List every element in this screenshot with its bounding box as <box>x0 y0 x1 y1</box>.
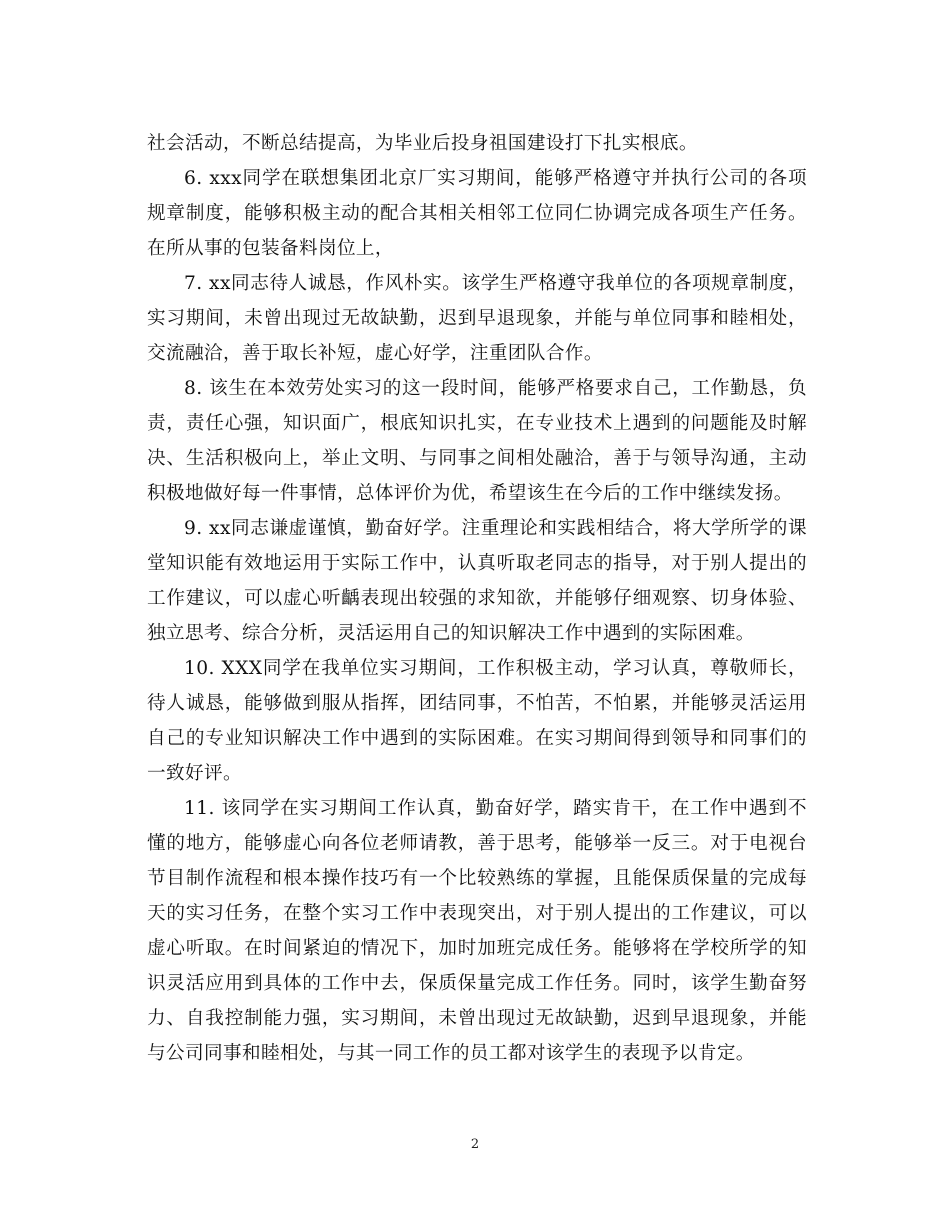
paragraph-9: 9. xx同志谦虚谨慎，勤奋好学。注重理论和实践相结合，将大学所学的课堂知识能有效地运用于实际工作中，认真听取老同志的指导，对于别人提出的工作建议，可以虚心听齲表现出较强的求知欲，并能够仔细观察、切身体验、独立思考、综合分析，灵活运用自己的知识解决工作中遇到的实际困难。 <box>147 518 807 644</box>
paragraph-continued: 社会活动，不断总结提高，为毕业后投身祖国建设打下扎实根底。 <box>147 133 698 154</box>
paragraph-8: 8. 该生在本效劳处实习的这一段时间，能够严格要求自己，工作勤恳，负责，责任心强，知识面广，根底知识扎实，在专业技术上遇到的问题能及时解决、生活积极向上，举止文明、与同事之间相处融洽，善于与领导沟通，主动积极地做好每一件事情，总体评价为优，希望该生在今后的工作中继续发扬。 <box>147 378 807 504</box>
paragraph-11: 11. 该同学在实习期间工作认真，勤奋好学，踏实肯干，在工作中遇到不懂的地方，能够虚心向各位老师请教，善于思考，能够举一反三。对于电视台节目制作流程和根本操作技巧有一个比较熟练的掌握，且能保质保量的完成每天的实习任务，在整个实习工作中表现突出，对于别人提出的工作建议，可以虚心听取。在时间紧迫的情况下，加时加班完成任务。能够将在学校所学的知识灵活应用到具体的工作中去，保质保量完成工作任务。同时，该学生勤奋努力、自我控制能力强，实习期间，未曾出现过无故缺勤，迟到早退现象，并能与公司同事和睦相处，与其一同工作的员工都对该学生的表现予以肯定。 <box>147 798 807 1064</box>
page-number: 2 <box>470 1137 480 1152</box>
paragraph-6: 6. xxx同学在联想集团北京厂实习期间，能够严格遵守并执行公司的各项规章制度，能够积极主动的配合其相关相邻工位同仁协调完成各项生产任务。在所从事的包装备料岗位上， <box>147 168 807 259</box>
document-body <box>147 126 807 1071</box>
paragraph-10: 10. XXX同学在我单位实习期间，工作积极主动，学习认真，尊敬师长，待人诚恳，能够做到服从指挥，团结同事，不怕苦，不怕累，并能够灵活运用自己的专业知识解决工作中遇到的实际困难。在实习期间得到领导和同事们的一致好评。 <box>147 658 807 784</box>
paragraph-7: 7. xx同志待人诚恳，作风朴实。该学生严格遵守我单位的各项规章制度，实习期间，未曾出现过无故缺勤，迟到早退现象，并能与单位同事和睦相处，交流融洽，善于取长补短，虚心好学，注重团队合作。 <box>147 273 807 364</box>
